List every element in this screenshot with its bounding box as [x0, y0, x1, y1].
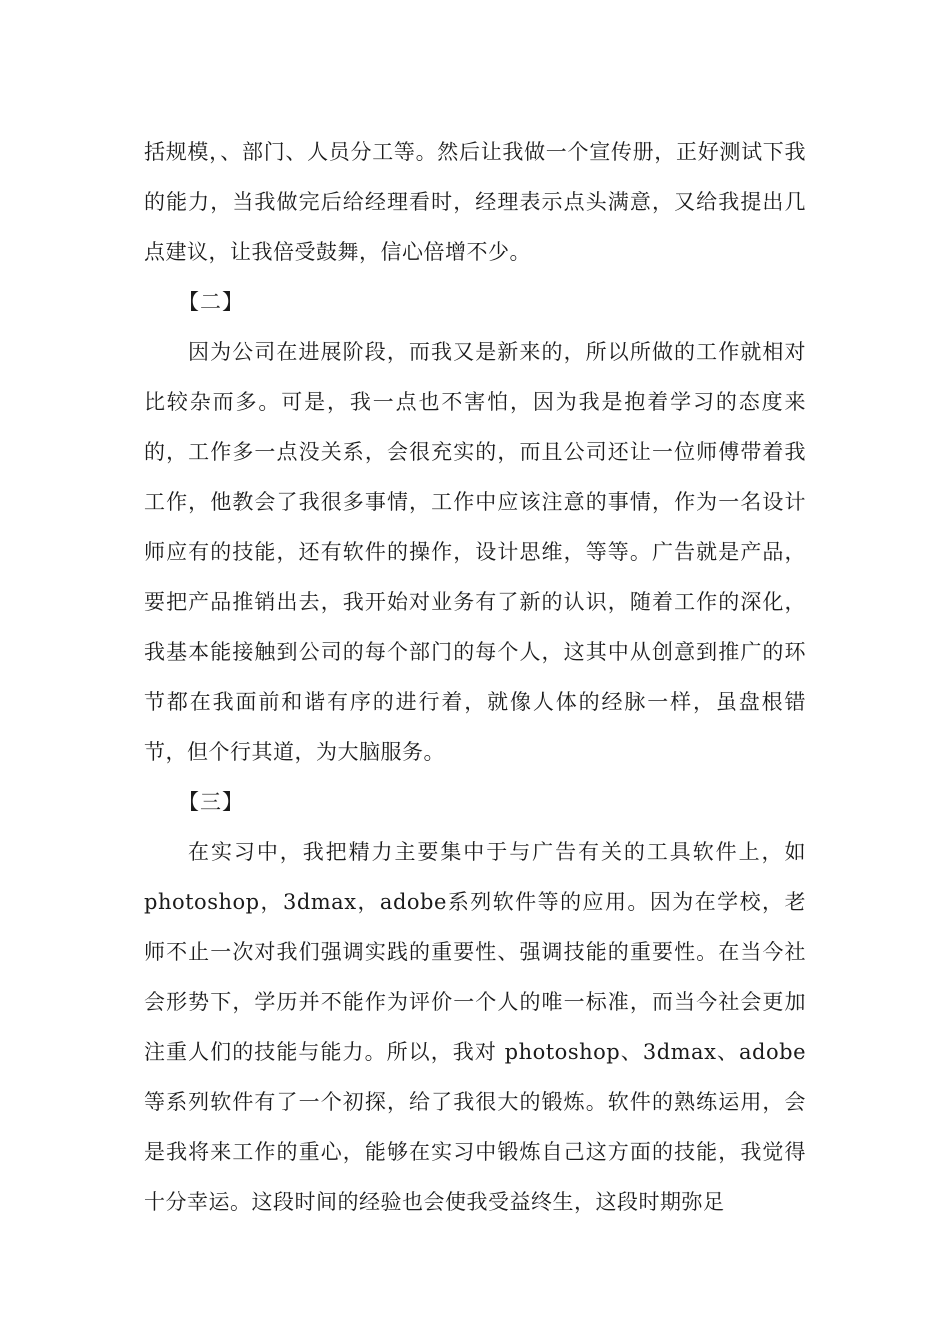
paragraph-section-two: 因为公司在进展阶段，而我又是新来的，所以所做的工作就相对比较杂而多。可是，我一点也不害怕，因为我是抱着学习的态度来的，工作多一点没关系，会很充实的，而且公司还让一位师傅带着我工作，他教会了我很多事情，工作中应该注意的事情，作为一名设计师应有的技能，还有软件的操作，设计思维，等等。广告就是产品，要把产品推销出去，我开始对业务有了新的认识，随着工作的深化，我基本能接触到公司的每个部门的每个人，这其中从创意到推广的环节都在我面前和谐有序的进行着，就像人体的经脉一样，虽盘根错节，但个行其道，为大脑服务。: [144, 340, 806, 764]
paragraph-section-three: 在实习中，我把精力主要集中于与广告有关的工具软件上，如photoshop，3dmax，adobe系列软件等的应用。因为在学校，老师不止一次对我们强调实践的重要性、强调技能的重要性。在当今社会形势下，学历并不能作为评价一个人的唯一标准，而当今社会更加注重人们的技能与能力。所以，我对 photoshop、3dmax、adobe等系列软件有了一个初探，给了我很大的锻炼。软件的熟练运用，会是我将来工作的重心，能够在实习中锻炼自己这方面的技能，我觉得十分幸运。这段时间的经验也会使我受益终生，这段时期弥足: [144, 840, 806, 1214]
section-heading-two: 【二】: [178, 290, 244, 314]
paragraph-intro-continuation: 括规模，、部门、人员分工等。然后让我做一个宣传册，正好测试下我的能力，当我做完后给经理看时，经理表示点头满意，又给我提出几点建议，让我倍受鼓舞，信心倍增不少。: [144, 140, 806, 264]
section-heading-three: 【三】: [178, 790, 244, 814]
document-body: [144, 127, 806, 1227]
